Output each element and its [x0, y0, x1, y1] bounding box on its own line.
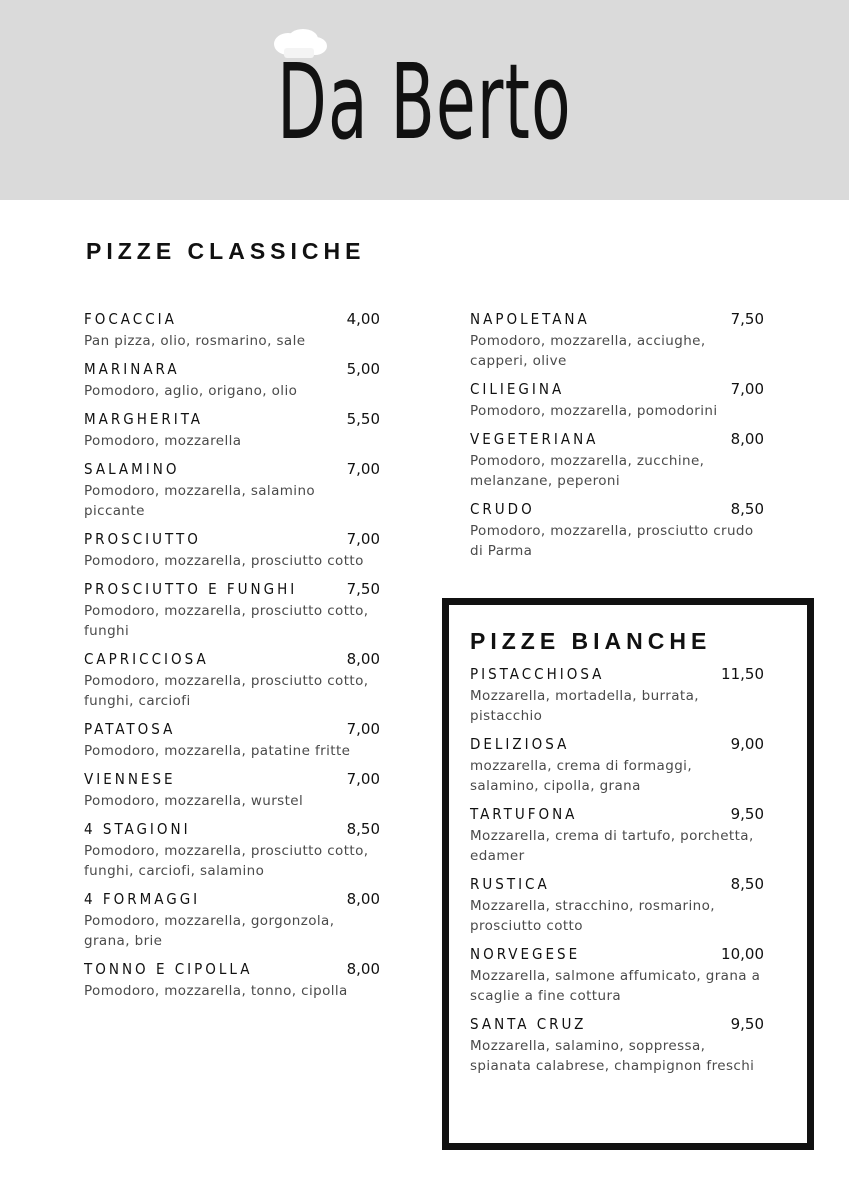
pizza-price: 9,50 [730, 805, 764, 823]
menu-item-header [470, 804, 764, 826]
menu-item-header [84, 579, 380, 601]
menu-item-header [84, 309, 380, 331]
pizza-price: 8,00 [346, 960, 380, 978]
pizza-price: 7,00 [346, 720, 380, 738]
pizza-ingredients: Pomodoro, mozzarella, acciughe, capperi, olive [470, 333, 706, 369]
menu-header [0, 0, 849, 200]
pizza-ingredients: Pomodoro, mozzarella, zucchine, melanzane, peperoni [470, 453, 705, 489]
menu-item-header [470, 379, 764, 401]
menu-item-header [84, 359, 380, 381]
pizza-name: MARGHERITA [84, 410, 204, 428]
menu-item [84, 359, 380, 409]
menu-item-header [84, 769, 380, 791]
pizza-ingredients: Mozzarella, salmone affumicato, grana a scaglie a fine cottura [470, 968, 761, 1004]
pizza-ingredients: Mozzarella, stracchino, rosmarino, prosciutto cotto [470, 898, 715, 934]
pizza-name: PISTACCHIOSA [470, 665, 605, 683]
pizza-price: 10,00 [721, 945, 764, 963]
pizza-ingredients: Pomodoro, mozzarella, prosciutto crudo di Parma [470, 523, 754, 559]
pizza-ingredients: Pomodoro, aglio, origano, olio [84, 383, 298, 399]
menu-item [84, 459, 380, 529]
pizza-name: FOCACCIA [84, 310, 177, 328]
menu-item-header [470, 1014, 764, 1036]
menu-item-header [84, 409, 380, 431]
pizza-ingredients: Pan pizza, olio, rosmarino, sale [84, 333, 306, 349]
menu-item [470, 664, 764, 734]
pizza-name: 4 STAGIONI [84, 820, 191, 838]
pizza-ingredients: Pomodoro, mozzarella, salamino piccante [84, 483, 316, 519]
pizza-price: 4,00 [346, 310, 380, 328]
pizza-price: 7,00 [346, 770, 380, 788]
menu-item [84, 579, 380, 649]
menu-item-header [470, 664, 764, 686]
menu-item [470, 1014, 764, 1084]
pizza-name: CAPRICCIOSA [84, 650, 209, 668]
pizza-ingredients: Pomodoro, mozzarella, prosciutto cotto [84, 553, 364, 569]
pizza-name: 4 FORMAGGI [84, 890, 201, 908]
classiche-left-column [84, 309, 380, 1009]
pizza-price: 8,50 [730, 500, 764, 518]
pizza-ingredients: mozzarella, crema di formaggi, salamino, cipolla, grana [470, 758, 693, 794]
section-title-bianche: PIZZE BIANCHE [470, 628, 712, 654]
section-title-classiche: PIZZE CLASSICHE [86, 238, 366, 264]
menu-item [84, 819, 380, 889]
menu-item [84, 959, 380, 1009]
pizza-price: 8,50 [346, 820, 380, 838]
menu-item-header [84, 889, 380, 911]
menu-item [84, 889, 380, 959]
pizza-price: 7,00 [730, 380, 764, 398]
pizza-name: TONNO E CIPOLLA [84, 960, 253, 978]
restaurant-name: Da Berto [277, 41, 572, 163]
pizza-ingredients: Pomodoro, mozzarella, gorgonzola, grana, brie [84, 913, 335, 949]
pizza-name: PROSCIUTTO E FUNGHI [84, 580, 298, 598]
menu-item-header [470, 734, 764, 756]
menu-item [84, 719, 380, 769]
pizza-name: SALAMINO [84, 460, 180, 478]
pizza-name: VIENNESE [84, 770, 176, 788]
menu-item [470, 874, 764, 944]
pizza-name: MARINARA [84, 360, 180, 378]
pizza-ingredients: Mozzarella, salamino, soppressa, spianata calabrese, champignon freschi [470, 1038, 755, 1074]
pizza-price: 7,50 [346, 580, 380, 598]
pizza-name: RUSTICA [470, 875, 550, 893]
pizza-name: NORVEGESE [470, 945, 581, 963]
bianche-column [470, 664, 764, 1084]
pizza-price: 8,00 [730, 430, 764, 448]
menu-item-header [84, 459, 380, 481]
pizza-price: 5,00 [346, 360, 380, 378]
pizza-name: CRUDO [470, 500, 535, 518]
pizza-ingredients: Pomodoro, mozzarella, prosciutto cotto, funghi, carciofi, salamino [84, 843, 369, 879]
menu-item [470, 429, 764, 499]
pizza-price: 5,50 [346, 410, 380, 428]
menu-item-header [470, 309, 764, 331]
pizza-ingredients: Pomodoro, mozzarella, prosciutto cotto, funghi [84, 603, 369, 639]
menu-item-header [84, 959, 380, 981]
menu-item-header [84, 819, 380, 841]
pizza-price: 7,00 [346, 530, 380, 548]
pizza-ingredients: Pomodoro, mozzarella [84, 433, 242, 449]
pizza-ingredients: Mozzarella, crema di tartufo, porchetta, edamer [470, 828, 754, 864]
menu-item [84, 769, 380, 819]
pizza-name: PATATOSA [84, 720, 176, 738]
menu-item [470, 309, 764, 379]
pizza-price: 7,50 [730, 310, 764, 328]
menu-item-header [84, 719, 380, 741]
menu-item [84, 529, 380, 579]
menu-item [470, 734, 764, 804]
pizza-ingredients: Mozzarella, mortadella, burrata, pistacchio [470, 688, 699, 724]
pizza-price: 8,50 [730, 875, 764, 893]
pizza-ingredients: Pomodoro, mozzarella, pomodorini [470, 403, 718, 419]
pizza-price: 8,00 [346, 890, 380, 908]
menu-item [84, 309, 380, 359]
classiche-right-column [470, 309, 764, 569]
pizza-name: CILIEGINA [470, 380, 565, 398]
pizza-price: 8,00 [346, 650, 380, 668]
menu-item-header [470, 499, 764, 521]
menu-item [470, 379, 764, 429]
pizza-ingredients: Pomodoro, mozzarella, prosciutto cotto, funghi, carciofi [84, 673, 369, 709]
menu-item-header [470, 874, 764, 896]
pizza-name: TARTUFONA [470, 805, 578, 823]
pizza-name: DELIZIOSA [470, 735, 570, 753]
pizza-ingredients: Pomodoro, mozzarella, tonno, cipolla [84, 983, 348, 999]
pizza-name: VEGETERIANA [470, 430, 599, 448]
pizza-name: NAPOLETANA [470, 310, 590, 328]
pizza-name: SANTA CRUZ [470, 1015, 587, 1033]
pizza-price: 11,50 [721, 665, 764, 683]
pizza-ingredients: Pomodoro, mozzarella, patatine fritte [84, 743, 351, 759]
menu-item [84, 409, 380, 459]
pizza-price: 9,00 [730, 735, 764, 753]
pizza-price: 7,00 [346, 460, 380, 478]
menu-item [470, 944, 764, 1014]
menu-item-header [470, 429, 764, 451]
pizza-name: PROSCIUTTO [84, 530, 201, 548]
menu-item [84, 649, 380, 719]
pizza-price: 9,50 [730, 1015, 764, 1033]
menu-item-header [84, 529, 380, 551]
menu-item [470, 804, 764, 874]
menu-item-header [470, 944, 764, 966]
menu-item-header [84, 649, 380, 671]
menu-item [470, 499, 764, 569]
pizza-ingredients: Pomodoro, mozzarella, wurstel [84, 793, 304, 809]
